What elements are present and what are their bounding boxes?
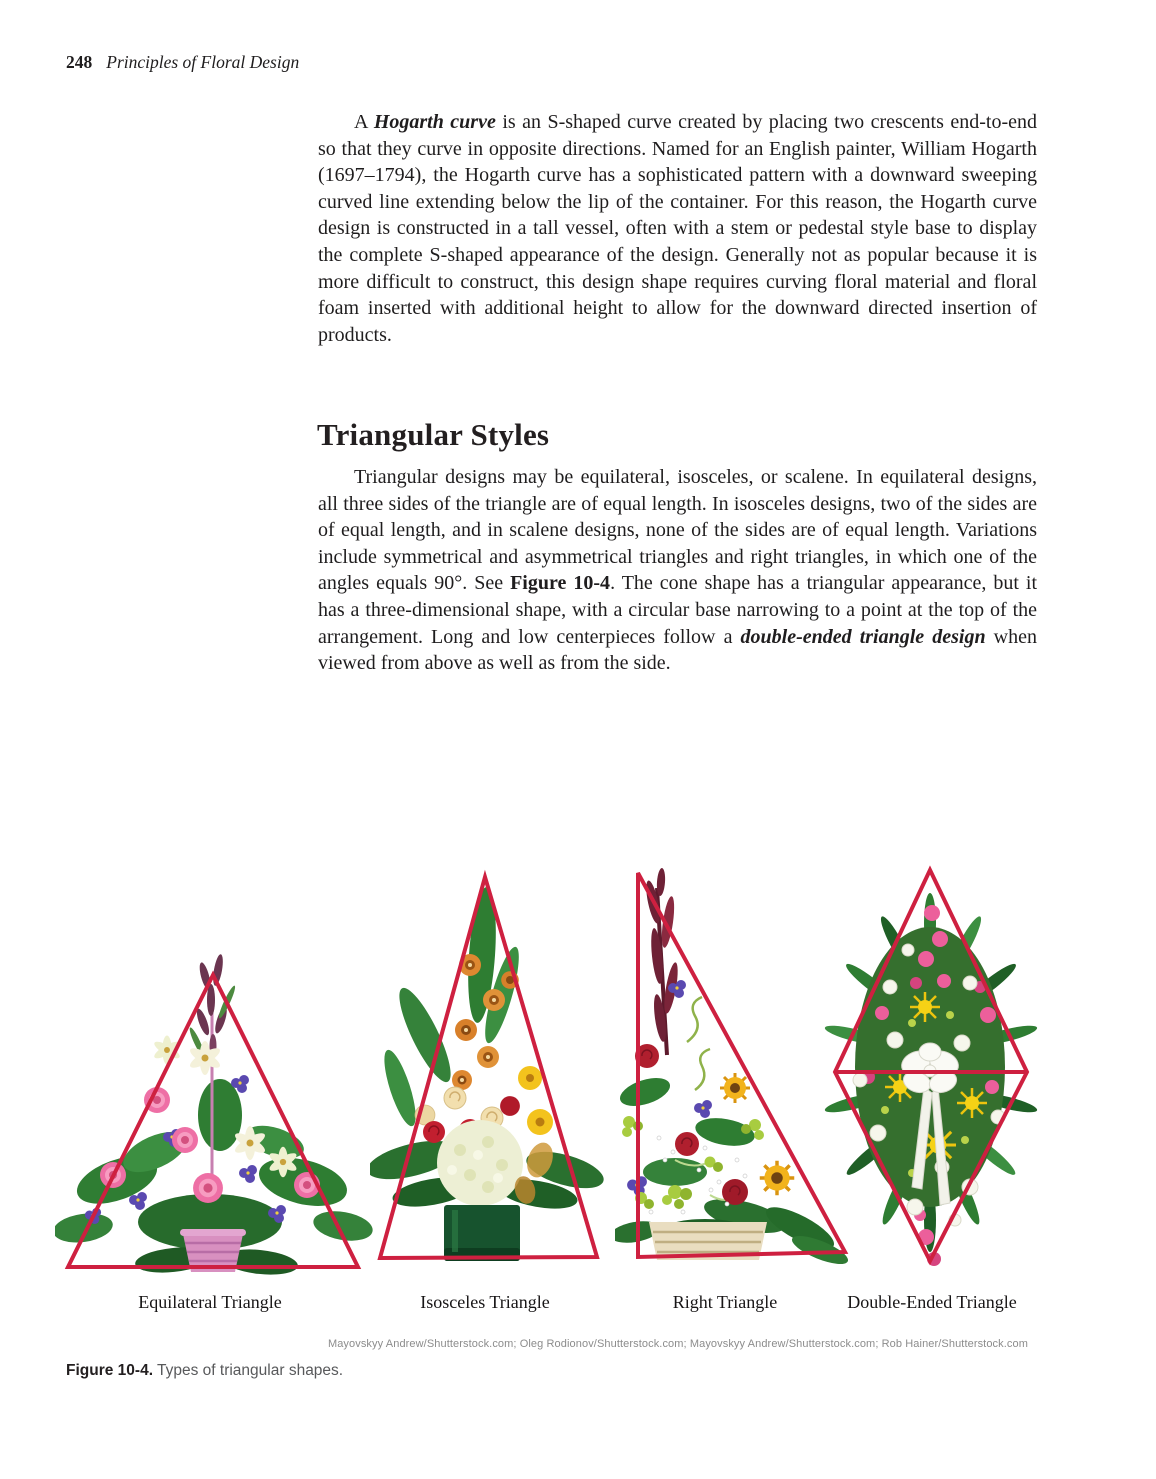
page-number: 248 bbox=[66, 52, 93, 72]
figure-panel-right bbox=[615, 860, 850, 1285]
figure-panel-double-ended bbox=[820, 855, 1056, 1285]
section-heading: Triangular Styles bbox=[317, 417, 550, 452]
photo-credit: Mayovskyy Andrew/Shutterstock.com; Oleg Rodionov/Shutterstock.com; Mayovskyy Andrew/Shutterstock.com; Rob Hainer/Shutterstock.com bbox=[327, 1338, 1028, 1350]
running-header bbox=[66, 52, 299, 73]
equilateral-arrangement-image bbox=[55, 930, 375, 1285]
double-ended-spray-image bbox=[820, 855, 1056, 1285]
figure-number: Figure 10-4. bbox=[66, 1362, 153, 1379]
figure-caption bbox=[66, 1362, 343, 1380]
yellow-daisies bbox=[518, 1066, 553, 1135]
figure-label-double-ended: Double-Ended Triangle bbox=[847, 1292, 1017, 1312]
figure-caption-text: Types of triangular shapes. bbox=[157, 1362, 344, 1379]
isosceles-arrangement-image bbox=[370, 860, 615, 1285]
book-title: Principles of Floral Design bbox=[106, 52, 300, 72]
figure-label-equilateral: Equilateral Triangle bbox=[138, 1292, 282, 1312]
figure-label-isosceles: Isosceles Triangle bbox=[420, 1292, 550, 1312]
hydrangea bbox=[437, 1120, 523, 1206]
right-triangle-arrangement-image bbox=[615, 860, 850, 1285]
curly-willow bbox=[687, 997, 702, 1042]
figure-panel-isosceles bbox=[370, 860, 615, 1285]
figure-panel-equilateral bbox=[55, 930, 375, 1285]
paragraph-triangular-styles: Triangular designs may be equilateral, isosceles, or scalene. In equilateral designs, all three sides of the triangle are of equal length. In isosceles designs, two of the sides are of equal length, and in scalene designs, none of the sides are of equal length. Variations include symmetrical and asymmetrical triangles and right triangles, in which one of the angles equals 90°. See Figure 10-4. The cone shape has a triangular appearance, but it has a three-dimensional shape, with a circular base narrowing to a point at the top of the arrangement. Long and low centerpieces follow a double-ended triangle design when viewed from above as well as from the side. bbox=[318, 466, 1038, 675]
green-cube-vase bbox=[444, 1205, 520, 1261]
figure-label-right: Right Triangle bbox=[672, 1292, 778, 1312]
paragraph-hogarth-curve: A Hogarth curve is an S-shaped curve created by placing two crescents end-to-end so that they curve in opposite directions. Named for an English painter, William Hogarth (1697–1794), the Hogarth curve has a sophisticated pattern with a downward sweeping curved line extending below the lip of the container. For this reason, the Hogarth curve design is constructed in a tall vessel, often with a stem or pedestal style base to display the complete S-shaped appearance of the design. Generally not as popular because it is more difficult to construct, this design shape requires curving floral material and floral foam inserted with additional height to allow for the downward directed insertion of products. bbox=[318, 111, 1037, 346]
